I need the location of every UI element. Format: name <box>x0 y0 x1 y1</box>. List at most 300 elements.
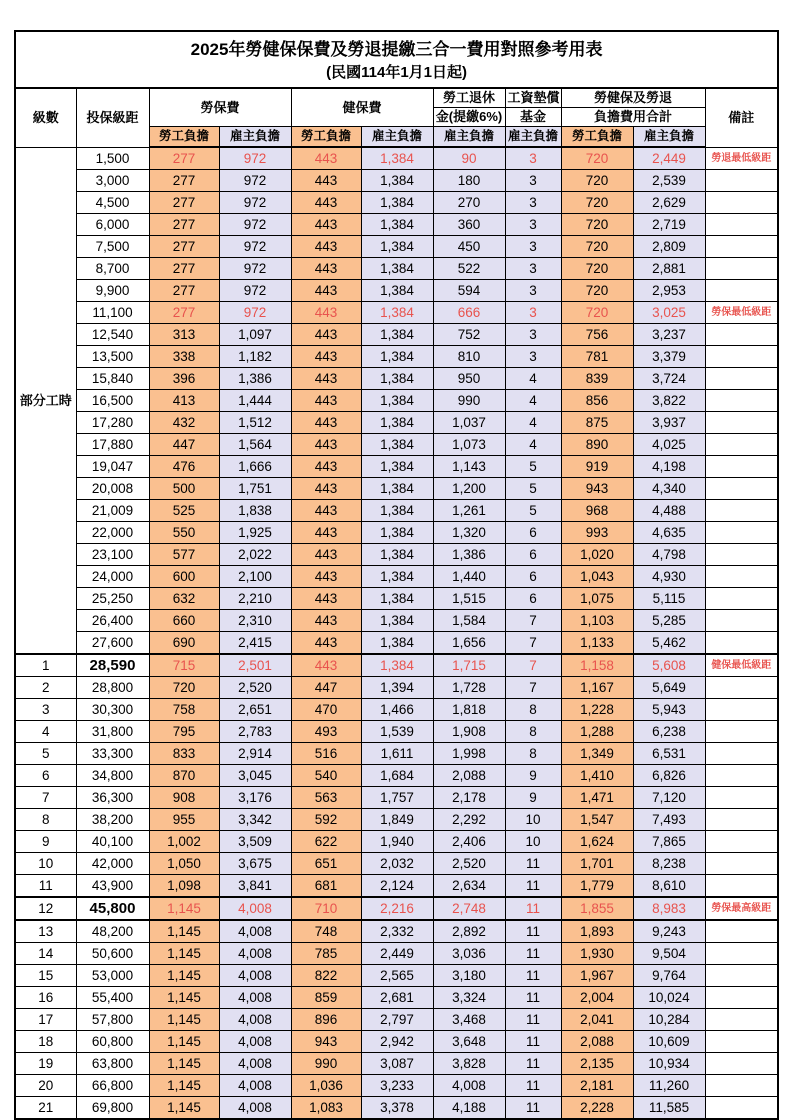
value-cell: 443 <box>291 368 361 390</box>
value-cell: 4 <box>505 412 561 434</box>
value-cell: 3,937 <box>633 412 705 434</box>
value-cell: 1,940 <box>361 831 433 853</box>
value-cell: 1,751 <box>219 478 291 500</box>
value-cell: 1,908 <box>433 721 505 743</box>
value-cell: 1,145 <box>149 1031 219 1053</box>
insured-bracket-cell: 25,250 <box>76 588 149 610</box>
value-cell: 11,260 <box>633 1075 705 1097</box>
value-cell: 443 <box>291 346 361 368</box>
value-cell: 525 <box>149 500 219 522</box>
value-cell: 1,384 <box>361 170 433 192</box>
value-cell: 443 <box>291 390 361 412</box>
value-cell: 8 <box>505 743 561 765</box>
insured-bracket-cell: 21,009 <box>76 500 149 522</box>
value-cell: 11 <box>505 853 561 875</box>
value-cell: 592 <box>291 809 361 831</box>
insured-bracket-cell: 1,500 <box>76 147 149 170</box>
value-cell: 1,384 <box>361 434 433 456</box>
value-cell: 11 <box>505 1031 561 1053</box>
value-cell: 443 <box>291 632 361 655</box>
table-row <box>15 920 778 943</box>
value-cell: 1,145 <box>149 897 219 920</box>
value-cell: 2,783 <box>219 721 291 743</box>
value-cell: 2,178 <box>433 787 505 809</box>
insured-bracket-cell: 4,500 <box>76 192 149 214</box>
value-cell: 476 <box>149 456 219 478</box>
value-cell: 3 <box>505 324 561 346</box>
value-cell: 1,656 <box>433 632 505 655</box>
value-cell: 4,008 <box>433 1075 505 1097</box>
value-cell: 993 <box>561 522 633 544</box>
value-cell: 2,634 <box>433 875 505 898</box>
value-cell: 795 <box>149 721 219 743</box>
value-cell: 1,384 <box>361 302 433 324</box>
value-cell: 4,008 <box>219 897 291 920</box>
value-cell: 2,216 <box>361 897 433 920</box>
insured-bracket-cell: 28,800 <box>76 677 149 699</box>
value-cell: 443 <box>291 302 361 324</box>
value-cell: 1,384 <box>361 544 433 566</box>
remark-cell <box>705 258 778 280</box>
value-cell: 8 <box>505 699 561 721</box>
value-cell: 1,097 <box>219 324 291 346</box>
value-cell: 1,466 <box>361 699 433 721</box>
value-cell: 1,838 <box>219 500 291 522</box>
value-cell: 2,501 <box>219 654 291 677</box>
remark-cell <box>705 699 778 721</box>
value-cell: 1,145 <box>149 987 219 1009</box>
value-cell: 3,841 <box>219 875 291 898</box>
value-cell: 1,384 <box>361 390 433 412</box>
value-cell: 990 <box>433 390 505 412</box>
value-cell: 3,828 <box>433 1053 505 1075</box>
remark-cell <box>705 610 778 632</box>
group-label-part-time: 部分工時 <box>15 147 76 654</box>
remark-cell <box>705 434 778 456</box>
remark-cell <box>705 236 778 258</box>
value-cell: 7,493 <box>633 809 705 831</box>
value-cell: 1,384 <box>361 522 433 544</box>
value-cell: 443 <box>291 214 361 236</box>
value-cell: 1,073 <box>433 434 505 456</box>
level-cell: 13 <box>15 920 76 943</box>
table-row <box>15 875 778 898</box>
value-cell: 8 <box>505 721 561 743</box>
value-cell: 443 <box>291 170 361 192</box>
level-cell: 1 <box>15 654 76 677</box>
insured-bracket-cell: 34,800 <box>76 765 149 787</box>
header-wage-fund-line2: 基金 <box>505 108 561 127</box>
value-cell: 1,050 <box>149 853 219 875</box>
value-cell: 443 <box>291 654 361 677</box>
value-cell: 500 <box>149 478 219 500</box>
value-cell: 443 <box>291 588 361 610</box>
value-cell: 11 <box>505 1009 561 1031</box>
value-cell: 4,188 <box>433 1097 505 1120</box>
value-cell: 6,826 <box>633 765 705 787</box>
insured-bracket-cell: 57,800 <box>76 1009 149 1031</box>
table-row <box>15 897 778 920</box>
value-cell: 1,384 <box>361 456 433 478</box>
value-cell: 1,145 <box>149 1075 219 1097</box>
remark-cell <box>705 346 778 368</box>
insured-bracket-cell: 60,800 <box>76 1031 149 1053</box>
value-cell: 277 <box>149 214 219 236</box>
value-cell: 1,261 <box>433 500 505 522</box>
value-cell: 720 <box>561 214 633 236</box>
value-cell: 748 <box>291 920 361 943</box>
value-cell: 4,008 <box>219 1031 291 1053</box>
table-body <box>15 147 778 1119</box>
value-cell: 1,849 <box>361 809 433 831</box>
header-health-employer-share: 雇主負擔 <box>361 127 433 148</box>
value-cell: 756 <box>561 324 633 346</box>
value-cell: 1,083 <box>291 1097 361 1120</box>
value-cell: 7 <box>505 632 561 655</box>
value-cell: 3 <box>505 346 561 368</box>
value-cell: 1,386 <box>433 544 505 566</box>
value-cell: 3 <box>505 170 561 192</box>
remark-cell <box>705 721 778 743</box>
value-cell: 720 <box>561 258 633 280</box>
remark-cell <box>705 478 778 500</box>
value-cell: 4,488 <box>633 500 705 522</box>
value-cell: 450 <box>433 236 505 258</box>
table-row <box>15 302 778 324</box>
remark-cell <box>705 787 778 809</box>
value-cell: 1,145 <box>149 1053 219 1075</box>
value-cell: 720 <box>561 236 633 258</box>
value-cell: 360 <box>433 214 505 236</box>
value-cell: 516 <box>291 743 361 765</box>
value-cell: 5,649 <box>633 677 705 699</box>
value-cell: 7 <box>505 610 561 632</box>
value-cell: 1,020 <box>561 544 633 566</box>
table-row <box>15 610 778 632</box>
value-cell: 1,728 <box>433 677 505 699</box>
remark-cell: 勞保最高級距 <box>705 897 778 920</box>
value-cell: 972 <box>219 192 291 214</box>
value-cell: 4,930 <box>633 566 705 588</box>
value-cell: 1,133 <box>561 632 633 655</box>
table-row <box>15 368 778 390</box>
value-cell: 443 <box>291 192 361 214</box>
remark-cell <box>705 875 778 898</box>
insured-bracket-cell: 55,400 <box>76 987 149 1009</box>
value-cell: 1,145 <box>149 1097 219 1120</box>
value-cell: 1,757 <box>361 787 433 809</box>
table-row <box>15 170 778 192</box>
value-cell: 972 <box>219 147 291 170</box>
value-cell: 447 <box>149 434 219 456</box>
level-cell: 10 <box>15 853 76 875</box>
value-cell: 2,210 <box>219 588 291 610</box>
value-cell: 2,565 <box>361 965 433 987</box>
value-cell: 1,384 <box>361 214 433 236</box>
insured-bracket-cell: 15,840 <box>76 368 149 390</box>
value-cell: 396 <box>149 368 219 390</box>
table-row <box>15 588 778 610</box>
table-row <box>15 214 778 236</box>
value-cell: 2,681 <box>361 987 433 1009</box>
value-cell: 622 <box>291 831 361 853</box>
value-cell: 2,651 <box>219 699 291 721</box>
remark-cell <box>705 831 778 853</box>
value-cell: 1,584 <box>433 610 505 632</box>
value-cell: 690 <box>149 632 219 655</box>
value-cell: 1,684 <box>361 765 433 787</box>
remark-cell: 健保最低級距 <box>705 654 778 677</box>
value-cell: 1,779 <box>561 875 633 898</box>
value-cell: 4,008 <box>219 1097 291 1120</box>
value-cell: 2,520 <box>219 677 291 699</box>
remark-cell <box>705 1031 778 1053</box>
level-cell: 17 <box>15 1009 76 1031</box>
value-cell: 1,384 <box>361 147 433 170</box>
value-cell: 875 <box>561 412 633 434</box>
value-cell: 870 <box>149 765 219 787</box>
insured-bracket-cell: 31,800 <box>76 721 149 743</box>
value-cell: 443 <box>291 610 361 632</box>
header-pension-line2: 金(提繳6%) <box>433 108 505 127</box>
value-cell: 277 <box>149 302 219 324</box>
value-cell: 7,120 <box>633 787 705 809</box>
value-cell: 8,238 <box>633 853 705 875</box>
value-cell: 3 <box>505 147 561 170</box>
table-row <box>15 987 778 1009</box>
level-cell: 8 <box>15 809 76 831</box>
value-cell: 972 <box>219 236 291 258</box>
table-row <box>15 390 778 412</box>
header-total-line2: 負擔費用合計 <box>561 108 705 127</box>
table-row <box>15 853 778 875</box>
table-row <box>15 434 778 456</box>
value-cell: 600 <box>149 566 219 588</box>
insured-bracket-cell: 28,590 <box>76 654 149 677</box>
value-cell: 2,124 <box>361 875 433 898</box>
value-cell: 1,037 <box>433 412 505 434</box>
level-cell: 14 <box>15 943 76 965</box>
value-cell: 1,103 <box>561 610 633 632</box>
value-cell: 5,115 <box>633 588 705 610</box>
value-cell: 522 <box>433 258 505 280</box>
value-cell: 493 <box>291 721 361 743</box>
insured-bracket-cell: 17,880 <box>76 434 149 456</box>
value-cell: 11 <box>505 943 561 965</box>
value-cell: 4,008 <box>219 987 291 1009</box>
insured-bracket-cell: 13,500 <box>76 346 149 368</box>
value-cell: 1,440 <box>433 566 505 588</box>
value-cell: 1,145 <box>149 1009 219 1031</box>
value-cell: 3,378 <box>361 1097 433 1120</box>
remark-cell <box>705 965 778 987</box>
value-cell: 2,449 <box>633 147 705 170</box>
value-cell: 1,564 <box>219 434 291 456</box>
value-cell: 443 <box>291 236 361 258</box>
value-cell: 1,200 <box>433 478 505 500</box>
value-cell: 2,449 <box>361 943 433 965</box>
value-cell: 2,539 <box>633 170 705 192</box>
value-cell: 950 <box>433 368 505 390</box>
value-cell: 4,008 <box>219 1009 291 1031</box>
remark-cell <box>705 920 778 943</box>
value-cell: 3 <box>505 280 561 302</box>
value-cell: 990 <box>291 1053 361 1075</box>
value-cell: 4,198 <box>633 456 705 478</box>
level-cell: 21 <box>15 1097 76 1120</box>
value-cell: 2,892 <box>433 920 505 943</box>
value-cell: 3 <box>505 192 561 214</box>
table-row <box>15 831 778 853</box>
value-cell: 11 <box>505 965 561 987</box>
insured-bracket-cell: 12,540 <box>76 324 149 346</box>
value-cell: 3,036 <box>433 943 505 965</box>
level-cell: 7 <box>15 787 76 809</box>
value-cell: 4,008 <box>219 1053 291 1075</box>
value-cell: 4 <box>505 368 561 390</box>
value-cell: 8,983 <box>633 897 705 920</box>
value-cell: 1,715 <box>433 654 505 677</box>
value-cell: 2,088 <box>433 765 505 787</box>
value-cell: 443 <box>291 522 361 544</box>
remark-cell <box>705 544 778 566</box>
remark-cell <box>705 1075 778 1097</box>
header-wage-fund-employer-share: 雇主負擔 <box>505 127 561 148</box>
header-labor-employee-share: 勞工負擔 <box>149 127 219 148</box>
insured-bracket-cell: 27,600 <box>76 632 149 655</box>
value-cell: 1,547 <box>561 809 633 831</box>
value-cell: 972 <box>219 258 291 280</box>
remark-cell <box>705 1097 778 1120</box>
value-cell: 1,624 <box>561 831 633 853</box>
value-cell: 2,809 <box>633 236 705 258</box>
value-cell: 3,025 <box>633 302 705 324</box>
value-cell: 3 <box>505 258 561 280</box>
value-cell: 1,893 <box>561 920 633 943</box>
value-cell: 90 <box>433 147 505 170</box>
value-cell: 10,609 <box>633 1031 705 1053</box>
value-cell: 2,135 <box>561 1053 633 1075</box>
value-cell: 6,238 <box>633 721 705 743</box>
table-row <box>15 522 778 544</box>
value-cell: 781 <box>561 346 633 368</box>
value-cell: 1,384 <box>361 610 433 632</box>
header-row-1 <box>15 88 778 108</box>
value-cell: 5,943 <box>633 699 705 721</box>
insured-bracket-cell: 43,900 <box>76 875 149 898</box>
page-title: 2025年勞健保保費及勞退提繳三合一費用對照參考用表 <box>190 40 603 59</box>
value-cell: 5 <box>505 478 561 500</box>
value-cell: 11 <box>505 987 561 1009</box>
value-cell: 413 <box>149 390 219 412</box>
value-cell: 2,022 <box>219 544 291 566</box>
value-cell: 10 <box>505 809 561 831</box>
value-cell: 2,415 <box>219 632 291 655</box>
value-cell: 856 <box>561 390 633 412</box>
value-cell: 3,675 <box>219 853 291 875</box>
value-cell: 5 <box>505 500 561 522</box>
level-cell: 9 <box>15 831 76 853</box>
value-cell: 1,167 <box>561 677 633 699</box>
value-cell: 955 <box>149 809 219 831</box>
value-cell: 1,384 <box>361 346 433 368</box>
value-cell: 3,379 <box>633 346 705 368</box>
level-cell: 5 <box>15 743 76 765</box>
value-cell: 720 <box>561 302 633 324</box>
value-cell: 6 <box>505 544 561 566</box>
value-cell: 3,724 <box>633 368 705 390</box>
remark-cell: 勞保最低級距 <box>705 302 778 324</box>
table-row <box>15 699 778 721</box>
insured-bracket-cell: 22,000 <box>76 522 149 544</box>
level-cell: 6 <box>15 765 76 787</box>
insured-bracket-cell: 16,500 <box>76 390 149 412</box>
value-cell: 1,384 <box>361 654 433 677</box>
table-row <box>15 965 778 987</box>
value-cell: 180 <box>433 170 505 192</box>
value-cell: 2,719 <box>633 214 705 236</box>
insured-bracket-cell: 9,900 <box>76 280 149 302</box>
table-row <box>15 721 778 743</box>
value-cell: 338 <box>149 346 219 368</box>
value-cell: 443 <box>291 434 361 456</box>
insured-bracket-cell: 42,000 <box>76 853 149 875</box>
value-cell: 3,176 <box>219 787 291 809</box>
value-cell: 720 <box>561 170 633 192</box>
value-cell: 1,384 <box>361 192 433 214</box>
value-cell: 660 <box>149 610 219 632</box>
level-cell: 18 <box>15 1031 76 1053</box>
header-health-insurance: 健保費 <box>291 88 433 127</box>
value-cell: 11 <box>505 920 561 943</box>
value-cell: 3,087 <box>361 1053 433 1075</box>
value-cell: 1,855 <box>561 897 633 920</box>
title-block <box>15 31 778 88</box>
value-cell: 1,701 <box>561 853 633 875</box>
table-row <box>15 1075 778 1097</box>
value-cell: 4,008 <box>219 943 291 965</box>
value-cell: 9 <box>505 765 561 787</box>
insured-bracket-cell: 33,300 <box>76 743 149 765</box>
value-cell: 4,008 <box>219 1075 291 1097</box>
value-cell: 277 <box>149 258 219 280</box>
table-row <box>15 478 778 500</box>
value-cell: 2,310 <box>219 610 291 632</box>
insured-bracket-cell: 36,300 <box>76 787 149 809</box>
remark-cell <box>705 809 778 831</box>
value-cell: 2,953 <box>633 280 705 302</box>
remark-cell <box>705 280 778 302</box>
value-cell: 540 <box>291 765 361 787</box>
value-cell: 443 <box>291 280 361 302</box>
remark-cell <box>705 943 778 965</box>
remark-cell <box>705 412 778 434</box>
value-cell: 720 <box>561 192 633 214</box>
insured-bracket-cell: 50,600 <box>76 943 149 965</box>
value-cell: 1,384 <box>361 500 433 522</box>
value-cell: 1,145 <box>149 965 219 987</box>
remark-cell <box>705 192 778 214</box>
header-remark: 備註 <box>705 88 778 147</box>
value-cell: 1,818 <box>433 699 505 721</box>
value-cell: 1,288 <box>561 721 633 743</box>
value-cell: 1,471 <box>561 787 633 809</box>
value-cell: 1,002 <box>149 831 219 853</box>
table-row <box>15 1097 778 1120</box>
value-cell: 6 <box>505 522 561 544</box>
value-cell: 5 <box>505 456 561 478</box>
insured-bracket-cell: 11,100 <box>76 302 149 324</box>
